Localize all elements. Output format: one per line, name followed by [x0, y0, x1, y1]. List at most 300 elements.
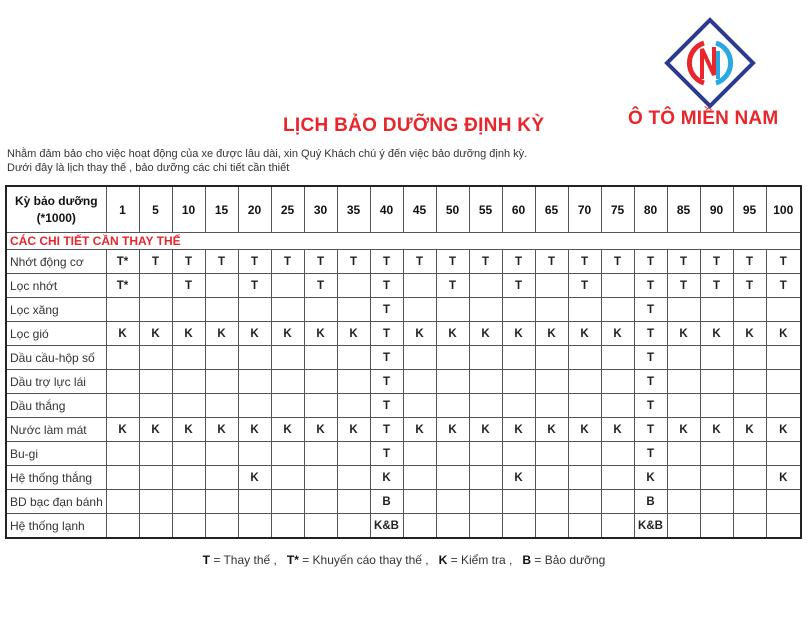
- legend-code: T: [202, 553, 210, 567]
- schedule-cell: [601, 466, 634, 490]
- schedule-cell: T: [634, 394, 667, 418]
- schedule-cell: [271, 514, 304, 539]
- schedule-cell: B: [634, 490, 667, 514]
- schedule-cell: [535, 466, 568, 490]
- schedule-cell: [205, 274, 238, 298]
- schedule-cell: [106, 466, 139, 490]
- schedule-cell: [172, 298, 205, 322]
- table-row: [6, 250, 801, 274]
- schedule-cell: T: [634, 250, 667, 274]
- schedule-cell: [568, 466, 601, 490]
- page-title: LỊCH BẢO DƯỠNG ĐỊNH KỲ: [283, 115, 545, 136]
- schedule-cell: T: [634, 418, 667, 442]
- schedule-cell: [667, 394, 700, 418]
- schedule-cell: [667, 490, 700, 514]
- schedule-cell: [304, 442, 337, 466]
- schedule-cell: T: [436, 274, 469, 298]
- legend-code: B: [522, 553, 532, 567]
- schedule-cell: [139, 466, 172, 490]
- interval-header: 95: [733, 186, 766, 233]
- schedule-cell: [733, 514, 766, 539]
- schedule-cell: T: [502, 274, 535, 298]
- schedule-cell: K: [502, 466, 535, 490]
- schedule-cell: T: [634, 322, 667, 346]
- schedule-cell: [337, 514, 370, 539]
- schedule-cell: [337, 274, 370, 298]
- schedule-cell: [601, 490, 634, 514]
- schedule-cell: [172, 514, 205, 539]
- schedule-cell: T: [700, 250, 733, 274]
- schedule-cell: K: [271, 418, 304, 442]
- schedule-cell: [403, 490, 436, 514]
- schedule-cell: [106, 394, 139, 418]
- schedule-cell: [205, 370, 238, 394]
- schedule-cell: [469, 394, 502, 418]
- interval-header: 80: [634, 186, 667, 233]
- schedule-cell: K: [469, 322, 502, 346]
- schedule-cell: [601, 298, 634, 322]
- schedule-cell: [304, 346, 337, 370]
- schedule-cell: T: [502, 250, 535, 274]
- schedule-cell: K: [535, 322, 568, 346]
- intro-line-2: Dưới đây là lịch thay thế , bảo dưỡng các chi tiết cần thiết: [7, 162, 290, 174]
- schedule-cell: [601, 394, 634, 418]
- section-row: [6, 233, 801, 250]
- schedule-cell: K: [766, 418, 801, 442]
- interval-header: 85: [667, 186, 700, 233]
- schedule-cell: T: [370, 418, 403, 442]
- schedule-cell: [403, 346, 436, 370]
- schedule-cell: K: [172, 322, 205, 346]
- schedule-cell: T*: [106, 274, 139, 298]
- schedule-cell: T*: [106, 250, 139, 274]
- header-row: [6, 186, 801, 233]
- schedule-cell: [535, 514, 568, 539]
- schedule-cell: [766, 514, 801, 539]
- schedule-cell: K: [139, 418, 172, 442]
- schedule-cell: T: [634, 298, 667, 322]
- schedule-cell: T: [667, 250, 700, 274]
- schedule-cell: K: [304, 322, 337, 346]
- schedule-cell: K: [106, 418, 139, 442]
- schedule-cell: T: [370, 274, 403, 298]
- schedule-cell: K: [139, 322, 172, 346]
- schedule-cell: [436, 370, 469, 394]
- table-row: [6, 346, 801, 370]
- schedule-cell: [469, 370, 502, 394]
- schedule-cell: K: [502, 418, 535, 442]
- schedule-cell: [766, 298, 801, 322]
- schedule-cell: [436, 346, 469, 370]
- interval-header: 90: [700, 186, 733, 233]
- schedule-cell: [403, 274, 436, 298]
- schedule-cell: [700, 490, 733, 514]
- schedule-cell: [304, 490, 337, 514]
- schedule-cell: K: [106, 322, 139, 346]
- schedule-cell: [337, 346, 370, 370]
- row-label: Nhớt động cơ: [6, 250, 106, 274]
- schedule-cell: [667, 466, 700, 490]
- schedule-cell: [106, 298, 139, 322]
- schedule-cell: [271, 394, 304, 418]
- schedule-cell: [667, 442, 700, 466]
- schedule-cell: [436, 442, 469, 466]
- schedule-cell: [436, 466, 469, 490]
- schedule-cell: K: [436, 322, 469, 346]
- schedule-cell: [469, 466, 502, 490]
- schedule-cell: K: [436, 418, 469, 442]
- schedule-cell: T: [370, 298, 403, 322]
- schedule-cell: T: [403, 250, 436, 274]
- schedule-cell: T: [601, 250, 634, 274]
- intro-text: [7, 147, 527, 175]
- schedule-cell: [436, 298, 469, 322]
- schedule-cell: [271, 442, 304, 466]
- interval-header: 30: [304, 186, 337, 233]
- schedule-cell: [733, 466, 766, 490]
- schedule-cell: [535, 346, 568, 370]
- schedule-cell: K: [700, 418, 733, 442]
- row-label: Dầu trợ lực lái: [6, 370, 106, 394]
- schedule-cell: [337, 466, 370, 490]
- table-row: [6, 370, 801, 394]
- interval-header: 1: [106, 186, 139, 233]
- schedule-cell: [238, 394, 271, 418]
- schedule-cell: K: [172, 418, 205, 442]
- table-row: [6, 490, 801, 514]
- schedule-cell: K: [238, 418, 271, 442]
- row-label: Bu-gi: [6, 442, 106, 466]
- schedule-cell: [205, 466, 238, 490]
- row-label: Dầu cầu-hộp số: [6, 346, 106, 370]
- legend-meaning: = Thay thế ,: [213, 553, 277, 567]
- schedule-cell: [139, 490, 172, 514]
- schedule-cell: T: [337, 250, 370, 274]
- schedule-cell: [535, 298, 568, 322]
- schedule-cell: K: [733, 322, 766, 346]
- interval-header: 20: [238, 186, 271, 233]
- schedule-cell: T: [370, 322, 403, 346]
- schedule-cell: [205, 442, 238, 466]
- schedule-cell: [667, 514, 700, 539]
- schedule-cell: [700, 466, 733, 490]
- schedule-cell: [271, 466, 304, 490]
- table-row: [6, 418, 801, 442]
- schedule-cell: K: [601, 418, 634, 442]
- schedule-cell: [172, 346, 205, 370]
- schedule-cell: [667, 370, 700, 394]
- schedule-cell: T: [568, 274, 601, 298]
- schedule-cell: [502, 346, 535, 370]
- schedule-cell: [403, 466, 436, 490]
- interval-header: 55: [469, 186, 502, 233]
- schedule-cell: [337, 298, 370, 322]
- schedule-cell: [568, 346, 601, 370]
- schedule-cell: [700, 514, 733, 539]
- interval-header: 15: [205, 186, 238, 233]
- schedule-cell: [733, 490, 766, 514]
- schedule-cell: [469, 442, 502, 466]
- schedule-cell: [403, 442, 436, 466]
- section-title: CÁC CHI TIẾT CẦN THAY THẾ: [6, 233, 801, 250]
- schedule-cell: [304, 370, 337, 394]
- schedule-cell: T: [172, 274, 205, 298]
- schedule-cell: T: [667, 274, 700, 298]
- table-row: [6, 298, 801, 322]
- schedule-cell: [733, 370, 766, 394]
- schedule-cell: [568, 442, 601, 466]
- schedule-cell: [535, 370, 568, 394]
- schedule-cell: [469, 274, 502, 298]
- schedule-cell: [139, 442, 172, 466]
- schedule-cell: B: [370, 490, 403, 514]
- schedule-cell: [139, 274, 172, 298]
- schedule-cell: [337, 442, 370, 466]
- row-label: Hệ thống lạnh: [6, 514, 106, 539]
- schedule-cell: [205, 346, 238, 370]
- schedule-cell: [667, 298, 700, 322]
- schedule-cell: [502, 394, 535, 418]
- schedule-cell: [337, 370, 370, 394]
- schedule-cell: [469, 298, 502, 322]
- schedule-cell: K: [568, 418, 601, 442]
- interval-header: 100: [766, 186, 801, 233]
- schedule-cell: [304, 514, 337, 539]
- schedule-cell: [205, 298, 238, 322]
- interval-header: 45: [403, 186, 436, 233]
- schedule-cell: [700, 442, 733, 466]
- schedule-cell: [766, 370, 801, 394]
- schedule-cell: [766, 394, 801, 418]
- schedule-cell: [271, 346, 304, 370]
- schedule-cell: [535, 442, 568, 466]
- schedule-cell: [700, 394, 733, 418]
- schedule-cell: [238, 490, 271, 514]
- table-row: [6, 466, 801, 490]
- schedule-cell: K: [304, 418, 337, 442]
- schedule-cell: K: [700, 322, 733, 346]
- schedule-cell: K: [535, 418, 568, 442]
- schedule-cell: T: [766, 250, 801, 274]
- schedule-cell: K: [370, 466, 403, 490]
- schedule-cell: [733, 442, 766, 466]
- schedule-cell: [601, 274, 634, 298]
- schedule-cell: K: [403, 418, 436, 442]
- row-label: BD bạc đạn bánh: [6, 490, 106, 514]
- schedule-cell: [337, 394, 370, 418]
- schedule-cell: T: [634, 370, 667, 394]
- schedule-cell: [403, 394, 436, 418]
- schedule-cell: T: [304, 250, 337, 274]
- schedule-cell: [238, 514, 271, 539]
- schedule-cell: T: [271, 250, 304, 274]
- schedule-cell: [733, 298, 766, 322]
- schedule-cell: [700, 298, 733, 322]
- row-label: Nước làm mát: [6, 418, 106, 442]
- legend-code: T*: [286, 553, 299, 567]
- interval-header: 5: [139, 186, 172, 233]
- schedule-cell: [205, 394, 238, 418]
- schedule-cell: T: [172, 250, 205, 274]
- interval-header: 35: [337, 186, 370, 233]
- table-row: [6, 514, 801, 539]
- schedule-cell: [106, 346, 139, 370]
- schedule-cell: T: [634, 442, 667, 466]
- schedule-cell: [139, 370, 172, 394]
- schedule-cell: [271, 274, 304, 298]
- schedule-cell: [403, 514, 436, 539]
- maintenance-schedule-table: [5, 185, 802, 539]
- table-row: [6, 274, 801, 298]
- schedule-cell: [700, 346, 733, 370]
- interval-header: 60: [502, 186, 535, 233]
- mn-logo-icon: [664, 17, 756, 109]
- schedule-cell: K: [205, 418, 238, 442]
- schedule-cell: K: [469, 418, 502, 442]
- schedule-cell: [667, 346, 700, 370]
- interval-header: 50: [436, 186, 469, 233]
- schedule-cell: [304, 298, 337, 322]
- legend-meaning: = Khuyến cáo thay thế ,: [302, 553, 429, 567]
- schedule-cell: [139, 346, 172, 370]
- schedule-cell: [106, 442, 139, 466]
- schedule-cell: T: [436, 250, 469, 274]
- schedule-cell: T: [370, 346, 403, 370]
- schedule-cell: [139, 298, 172, 322]
- schedule-cell: T: [733, 274, 766, 298]
- row-label: Lọc gió: [6, 322, 106, 346]
- schedule-cell: K: [502, 322, 535, 346]
- schedule-cell: K: [238, 466, 271, 490]
- schedule-cell: [304, 466, 337, 490]
- interval-header: 65: [535, 186, 568, 233]
- schedule-cell: [469, 490, 502, 514]
- legend-meaning: = Kiểm tra ,: [450, 553, 513, 567]
- schedule-cell: [238, 346, 271, 370]
- schedule-cell: K: [634, 466, 667, 490]
- schedule-cell: [469, 346, 502, 370]
- schedule-cell: T: [733, 250, 766, 274]
- brand-name: Ô TÔ MIỀN NAM: [628, 108, 779, 129]
- schedule-cell: [139, 394, 172, 418]
- schedule-cell: [535, 394, 568, 418]
- schedule-cell: K&B: [370, 514, 403, 539]
- schedule-cell: [172, 370, 205, 394]
- schedule-cell: [106, 370, 139, 394]
- schedule-cell: [271, 490, 304, 514]
- schedule-cell: [205, 514, 238, 539]
- schedule-cell: K: [766, 466, 801, 490]
- schedule-cell: [502, 298, 535, 322]
- row-label: Lọc xăng: [6, 298, 106, 322]
- schedule-cell: [436, 490, 469, 514]
- schedule-cell: [238, 370, 271, 394]
- schedule-cell: [700, 370, 733, 394]
- schedule-cell: [568, 370, 601, 394]
- legend: [0, 553, 808, 567]
- schedule-cell: T: [205, 250, 238, 274]
- schedule-cell: [502, 490, 535, 514]
- interval-header: 70: [568, 186, 601, 233]
- schedule-cell: T: [766, 274, 801, 298]
- schedule-cell: [106, 514, 139, 539]
- legend-meaning: = Bảo dưỡng: [534, 553, 606, 567]
- schedule-cell: [436, 394, 469, 418]
- schedule-cell: T: [139, 250, 172, 274]
- table-row: [6, 322, 801, 346]
- schedule-cell: K: [733, 418, 766, 442]
- schedule-cell: K: [238, 322, 271, 346]
- schedule-cell: [403, 370, 436, 394]
- schedule-cell: K: [205, 322, 238, 346]
- schedule-cell: T: [469, 250, 502, 274]
- schedule-cell: [601, 346, 634, 370]
- schedule-cell: [172, 442, 205, 466]
- intro-line-1: Nhằm đảm bảo cho việc hoạt động của xe được lâu dài, xin Quý Khách chú ý đến việc bảo dưỡng định kỳ.: [7, 148, 528, 160]
- schedule-cell: K&B: [634, 514, 667, 539]
- schedule-cell: K: [568, 322, 601, 346]
- schedule-cell: [238, 298, 271, 322]
- row-label: Lọc nhớt: [6, 274, 106, 298]
- schedule-cell: K: [337, 418, 370, 442]
- schedule-cell: [337, 490, 370, 514]
- schedule-cell: T: [304, 274, 337, 298]
- schedule-cell: [568, 298, 601, 322]
- table-row: [6, 442, 801, 466]
- schedule-cell: T: [238, 250, 271, 274]
- interval-header-label: Kỳ bảo dưỡng (*1000): [6, 186, 106, 233]
- schedule-cell: [535, 274, 568, 298]
- schedule-cell: [568, 514, 601, 539]
- schedule-cell: [502, 370, 535, 394]
- schedule-cell: K: [667, 322, 700, 346]
- schedule-cell: K: [403, 322, 436, 346]
- schedule-cell: K: [337, 322, 370, 346]
- schedule-cell: [535, 490, 568, 514]
- schedule-cell: [568, 394, 601, 418]
- interval-header: 25: [271, 186, 304, 233]
- schedule-cell: T: [634, 346, 667, 370]
- schedule-cell: T: [634, 274, 667, 298]
- schedule-cell: [601, 370, 634, 394]
- schedule-cell: T: [370, 394, 403, 418]
- schedule-cell: T: [568, 250, 601, 274]
- schedule-cell: T: [535, 250, 568, 274]
- schedule-cell: [766, 490, 801, 514]
- schedule-cell: [172, 466, 205, 490]
- schedule-cell: [271, 370, 304, 394]
- table-row: [6, 394, 801, 418]
- schedule-cell: [766, 442, 801, 466]
- schedule-cell: [601, 514, 634, 539]
- schedule-cell: [172, 394, 205, 418]
- schedule-cell: [139, 514, 172, 539]
- schedule-cell: [403, 298, 436, 322]
- schedule-cell: K: [766, 322, 801, 346]
- schedule-cell: [733, 394, 766, 418]
- schedule-cell: [238, 442, 271, 466]
- schedule-cell: [271, 298, 304, 322]
- legend-code: K: [438, 553, 448, 567]
- schedule-cell: T: [700, 274, 733, 298]
- schedule-cell: T: [238, 274, 271, 298]
- schedule-cell: [106, 490, 139, 514]
- schedule-cell: K: [667, 418, 700, 442]
- schedule-cell: [436, 514, 469, 539]
- schedule-cell: [502, 442, 535, 466]
- schedule-cell: T: [370, 250, 403, 274]
- schedule-cell: [172, 490, 205, 514]
